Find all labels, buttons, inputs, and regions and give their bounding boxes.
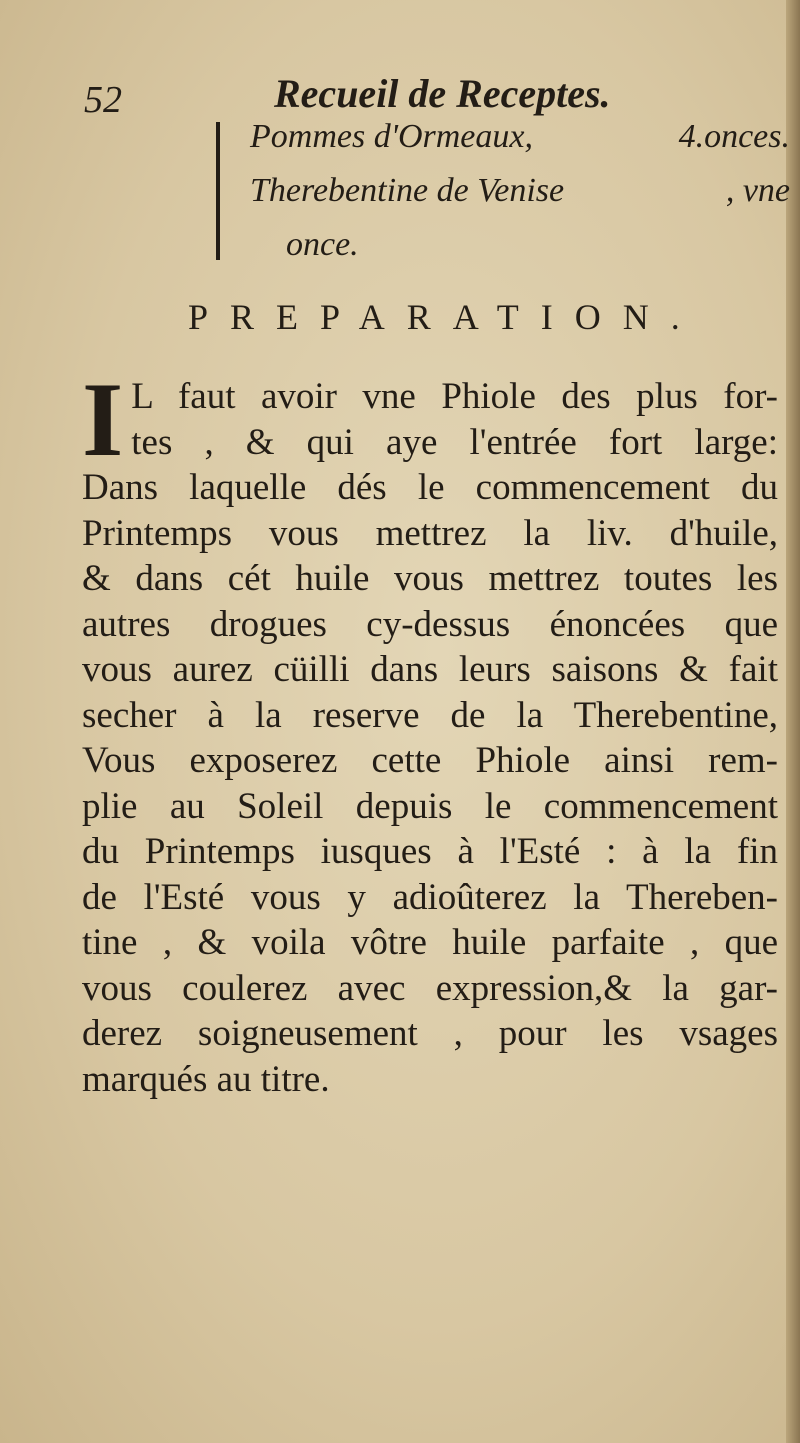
ingredient-name: Therebentine de Venise: [250, 172, 565, 209]
ingredient-name: once.: [286, 226, 359, 263]
drop-cap: I: [82, 361, 124, 478]
text-line: secher à la reserve de la Therebentine,: [82, 694, 778, 736]
text-line: Vous exposerez cette Phiole ainsi rem-: [82, 740, 778, 781]
ingredient-line: [250, 218, 790, 272]
text-line: tes , & qui aye l'entrée fort large:: [131, 421, 778, 463]
ingredient-name: Pommes d'Ormeaux,: [250, 118, 533, 155]
text-line: vous coulerez avec expression,& la gar-: [82, 967, 778, 1009]
text-line: marqués au titre.: [82, 1058, 330, 1100]
text-line: Printemps vous mettrez la liv. d'huile,: [82, 512, 778, 554]
text-line: vous aurez cüilli dans leurs saisons & fait: [82, 649, 778, 690]
text-line: tine , & voila vôtre huile parfaite , que: [82, 922, 778, 963]
ingredient-quantity: 4.onces.: [678, 118, 790, 155]
ingredient-line: [250, 110, 790, 164]
text-line: de l'Esté vous y adioûterez la Thereben-: [82, 876, 778, 918]
ingredient-bracket: [216, 122, 220, 260]
text-line: & dans cét huile vous mettrez toutes les: [82, 558, 778, 599]
text-line: du Printemps iusques à l'Esté : à la fin: [82, 831, 778, 872]
text-line: plie au Soleil depuis le commencement: [82, 785, 778, 827]
running-title: Recueil de Receptes.: [274, 71, 611, 116]
ingredient-list: [250, 110, 790, 272]
text-line: Dans laquelle dés le commencement du: [82, 467, 778, 508]
body-paragraph: [82, 361, 778, 1102]
text-line: derez soigneusement , pour les vsages: [82, 1013, 778, 1054]
text-line: autres drogues cy-dessus énoncées que: [82, 603, 778, 645]
ingredient-quantity: , vne: [725, 172, 790, 209]
ingredient-line: [250, 164, 790, 218]
text-line: L faut avoir vne Phiole des plus for-: [131, 376, 778, 417]
page-number: 52: [84, 79, 122, 121]
section-heading: PREPARATION.: [188, 297, 702, 337]
